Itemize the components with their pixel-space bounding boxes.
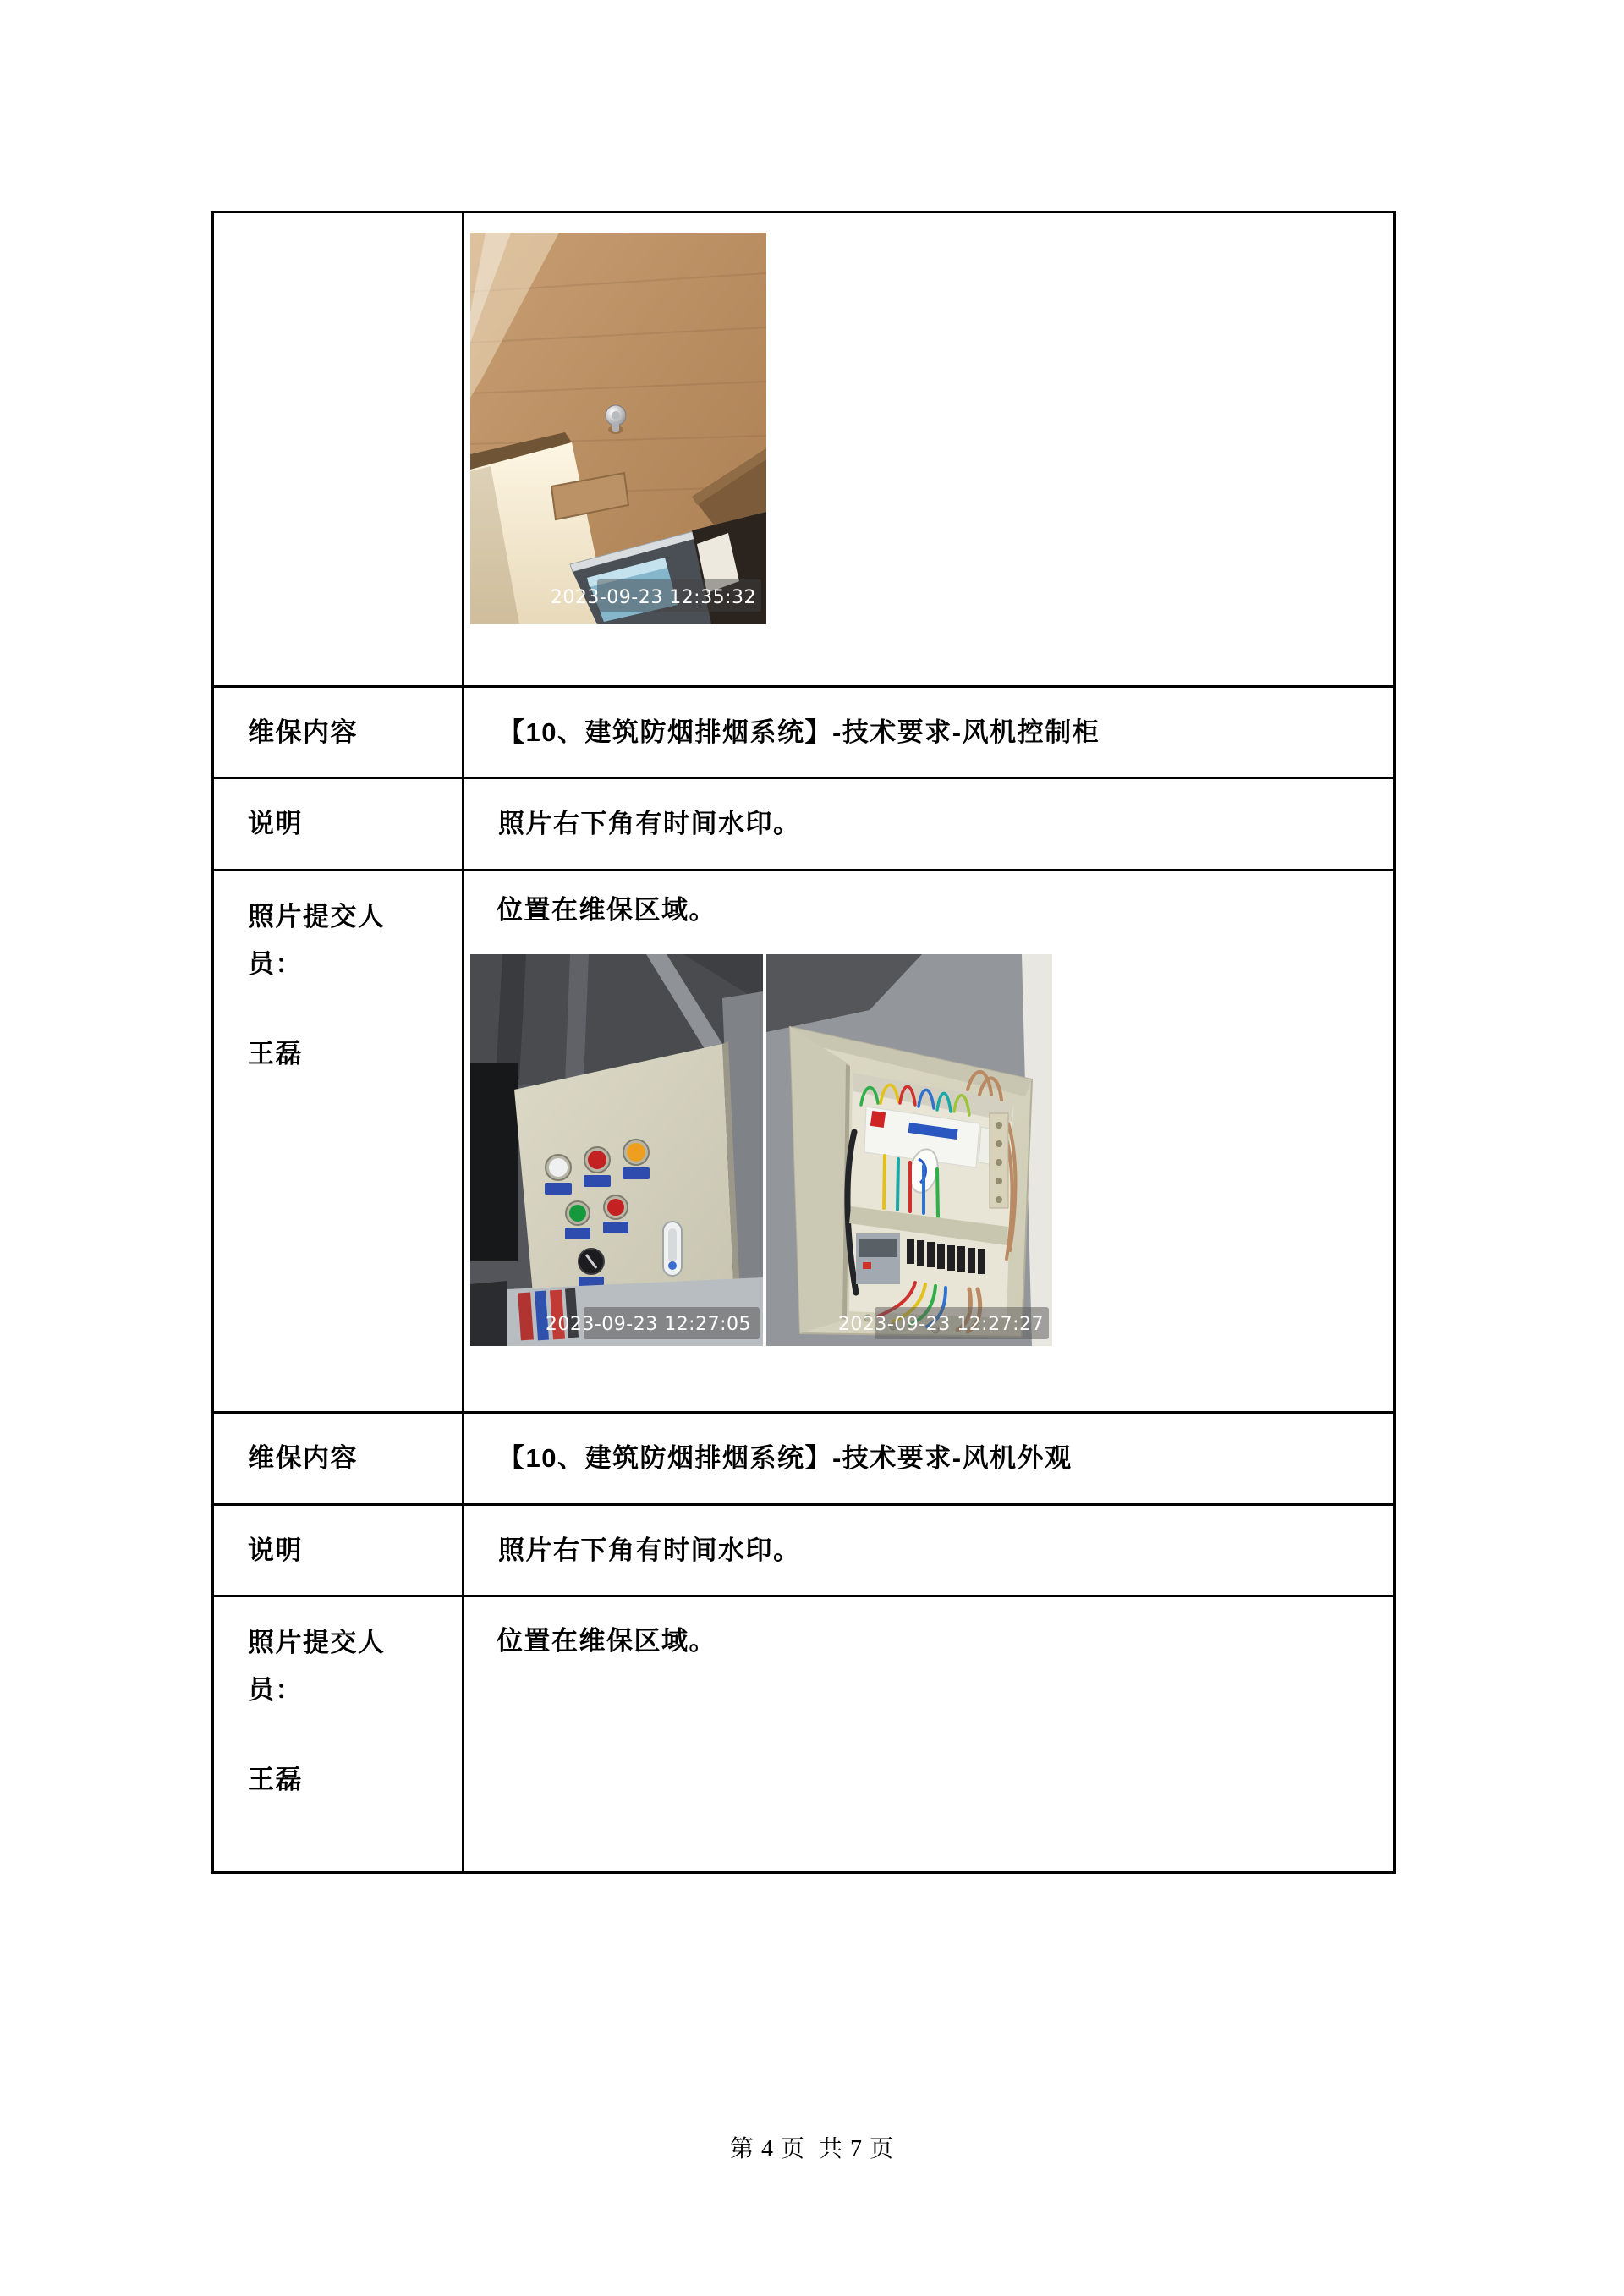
ceiling-sprinkler-photo: [470, 233, 766, 624]
photo-submitter-cell-2: [214, 1595, 464, 1871]
sprinkler-head: [606, 405, 626, 434]
contactor: [856, 1233, 900, 1284]
dark-left-region: [470, 1063, 518, 1261]
row-label-description-2: 说明: [214, 1503, 464, 1595]
terminal-strip: [990, 1113, 1008, 1208]
location-note: 位置在维保区域。: [497, 1626, 716, 1656]
photo-timestamp: 2023-09-23 12:35:32: [550, 587, 756, 608]
location-cell-2: [464, 1595, 1393, 1871]
maintenance-report-table: [211, 211, 1396, 1874]
photo-submitter-cell: [214, 869, 464, 1411]
photo-submitter-name: 王磊: [248, 1039, 303, 1068]
photo-submitter-label: 照片提交人员：: [248, 1628, 386, 1705]
photo-timestamp: 2023-09-23 12:27:05: [545, 1314, 751, 1335]
row-value-description-2: 照片右下角有时间水印。: [464, 1503, 1393, 1595]
photo-timestamp: 2023-09-23 12:27:27: [837, 1314, 1044, 1335]
door-handle: [663, 1222, 682, 1276]
row-value-maintenance-content: 【10、建筑防烟排烟系统】-技术要求-风机控制柜: [464, 685, 1393, 777]
fan-control-cabinet-interior-photo: [766, 954, 1052, 1346]
row-label-maintenance-content-2: 维保内容: [214, 1411, 464, 1503]
row-label-description: 说明: [214, 777, 464, 869]
empty-label-cell: [214, 213, 464, 685]
location-note: 位置在维保区域。: [497, 895, 716, 925]
photo-submitter-name: 王磊: [248, 1765, 303, 1794]
fan-control-cabinet-door-photo: [470, 954, 763, 1346]
dark-doorway: [470, 1281, 508, 1346]
open-door: [790, 1027, 849, 1333]
row-value-maintenance-content-2: 【10、建筑防烟排烟系统】-技术要求-风机外观: [464, 1411, 1393, 1503]
selector-knob: [579, 1249, 604, 1288]
ceiling-photo-cell: [464, 213, 1393, 685]
location-and-photos-cell: [464, 869, 1393, 1411]
photo-submitter-label: 照片提交人员：: [248, 902, 386, 979]
row-value-description: 照片右下角有时间水印。: [464, 777, 1393, 869]
row-label-maintenance-content: 维保内容: [214, 685, 464, 777]
page-footer: 第 4 页 共 7 页: [729, 2136, 894, 2162]
photo-strip: [470, 954, 1393, 1346]
